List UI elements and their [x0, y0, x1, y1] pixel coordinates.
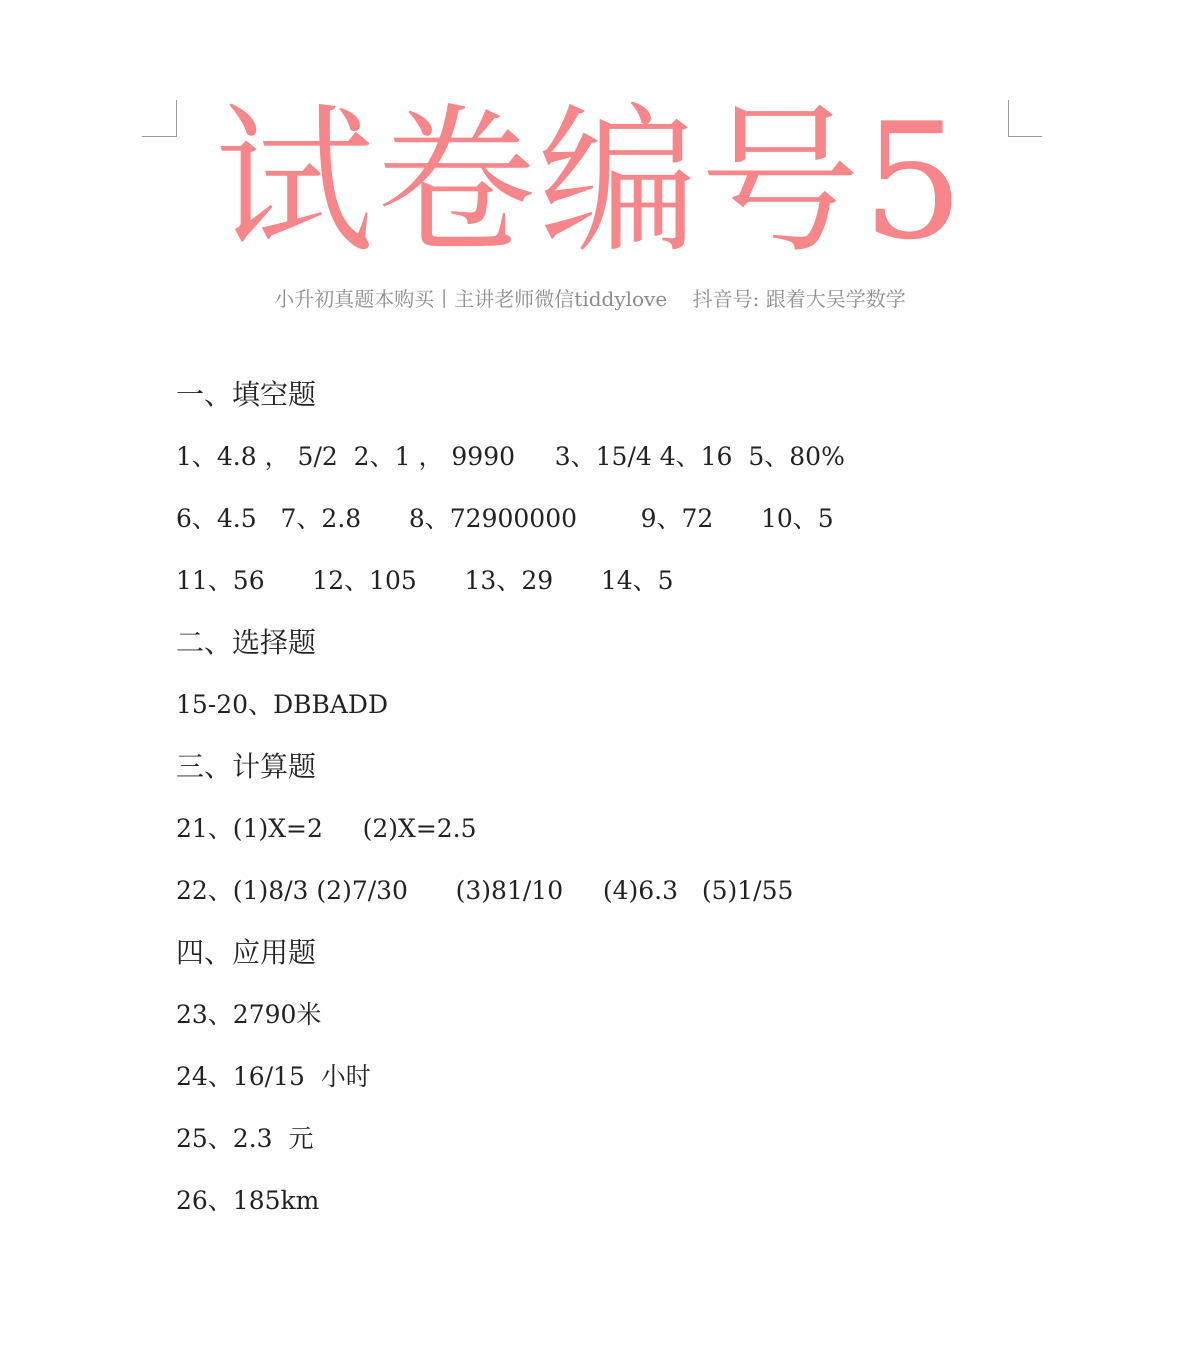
- answer-content: [176, 376, 1076, 1244]
- document-subtitle: 小升初真题本购买丨主讲老师微信tiddylove 抖音号: 跟着大吴学数学: [274, 287, 906, 311]
- answer-line-25: 25、2.3 元: [176, 1124, 314, 1153]
- document-title: 试卷编号5: [214, 88, 966, 275]
- section-heading-fill-blank: 一、填空题: [176, 378, 317, 411]
- answer-line-15-20: 15-20、DBBADD: [176, 690, 388, 719]
- answer-line-22: 22、(1)8/3 (2)7/30 (3)81/10 (4)6.3 (5)1/55: [176, 876, 794, 905]
- answer-line-6-10: 6、4.5 7、2.8 8、72900000 9、72 10、5: [176, 504, 834, 533]
- section-heading-application: 四、应用题: [176, 936, 317, 969]
- answer-line-21: 21、(1)X=2 (2)X=2.5: [176, 814, 477, 843]
- answer-line-26: 26、185km: [176, 1186, 320, 1215]
- answer-line-24: 24、16/15 小时: [176, 1062, 371, 1091]
- answer-line-1-5: 1、4.8 ， 5/2 2、1 ， 9990 3、15/4 4、16 5、80%: [176, 442, 845, 471]
- section-heading-calculation: 三、计算题: [176, 750, 317, 783]
- answer-line-23: 23、2790米: [176, 1000, 322, 1029]
- answer-line-11-14: 11、56 12、105 13、29 14、5: [176, 566, 674, 595]
- section-heading-multiple-choice: 二、选择题: [176, 626, 317, 659]
